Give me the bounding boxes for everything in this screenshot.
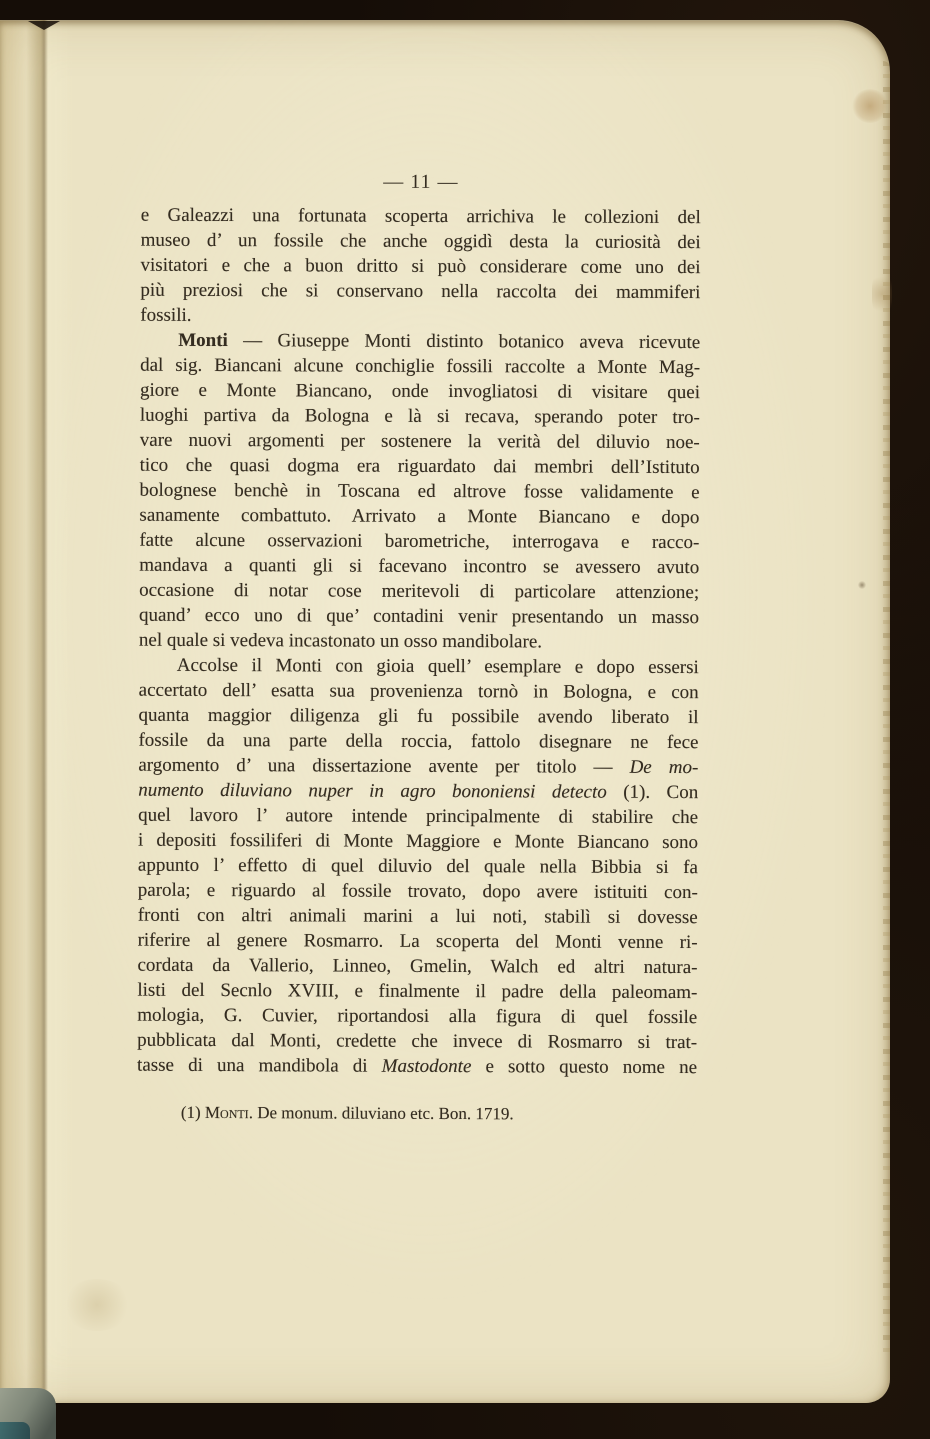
smallcaps-text: Monti — [204, 1102, 249, 1123]
text-segment: visitatori e che a buon dritto si può considerare come uno dei — [140, 254, 701, 279]
text-line — [139, 628, 699, 655]
text-segment: mologia, G. Cuvier, riportandosi alla figura di quel fossile — [137, 1004, 698, 1029]
text-segment: e Galeazzi una fortunata scoperta arrichiva le collezioni del — [140, 204, 701, 229]
italic-text: Mastodonte — [381, 1055, 472, 1078]
text-line — [139, 603, 699, 630]
text-segment: pubblicata dal Monti, credette che invece di Rosmarro si trat- — [137, 1029, 698, 1054]
text-line — [140, 353, 700, 380]
italic-text: numento diluviano nuper in agro bononiensi detecto — [138, 779, 607, 803]
body-text-block — [137, 203, 701, 1080]
text-segment: tasse di una mandibola di — [137, 1054, 382, 1077]
text-line — [137, 953, 697, 980]
text-line — [140, 328, 700, 355]
text-segment: parola; e riguardo al fossile trovato, dopo avere istituiti con- — [137, 879, 698, 904]
text-line — [137, 1053, 697, 1080]
text-line — [141, 228, 701, 255]
text-segment: vare nuovi argomenti per sostenere la verità del diluvio noe- — [139, 429, 700, 454]
text-segment: museo d’ un fossile che anche oggidì desta la curiosità dei — [140, 229, 701, 254]
text-segment: (1) — [180, 1102, 205, 1122]
text-line — [139, 703, 699, 730]
text-segment: riferire al genere Rosmarro. La scoperta del Monti venne ri- — [137, 929, 698, 954]
text-line — [138, 753, 698, 780]
text-line — [137, 978, 697, 1005]
footnote — [137, 1102, 697, 1126]
text-line — [140, 303, 700, 330]
text-line — [137, 1003, 697, 1030]
underlying-cover-corner — [0, 1422, 30, 1439]
bold-text: Monti — [178, 329, 228, 352]
text-segment: più preziosi che si conservano nella raccolta dei mammiferi — [140, 279, 701, 304]
text-line — [139, 503, 699, 530]
text-line — [140, 253, 700, 280]
text-line — [138, 803, 698, 830]
text-line — [140, 478, 700, 505]
text-segment: mandava a quanti gli si facevano incontro se avessero avuto — [139, 554, 700, 579]
text-line — [140, 278, 700, 305]
text-segment: listi del Secnlo XVIII, e finalmente il padre della paleomam- — [137, 979, 698, 1004]
text-segment: bolognese benchè in Toscana ed altrove fosse validamente e — [139, 479, 700, 504]
italic-text: De mo- — [629, 756, 699, 779]
text-line — [141, 203, 701, 230]
text-line — [138, 728, 698, 755]
text-line — [138, 778, 698, 805]
text-line — [140, 378, 700, 405]
text-segment: Accolse il Monti con gioia quell’ esemplare e dopo essersi — [176, 654, 699, 679]
text-line — [139, 528, 699, 555]
text-segment: appunto l’ effetto di quel diluvio del quale nella Bibbia si fa — [137, 854, 698, 879]
footnote-text — [181, 1102, 697, 1126]
text-line — [138, 928, 698, 955]
text-line — [139, 678, 699, 705]
text-segment: quand’ ecco uno di que’ contadini venir presentando un masso — [138, 604, 700, 629]
text-segment: accertato dell’ esatta sua provenienza tornò in Bologna, e con — [138, 679, 699, 704]
text-segment: fronti con altri animali marini a lui noti, stabilì si dovesse — [137, 904, 698, 929]
text-line — [137, 1028, 697, 1055]
text-line — [138, 878, 698, 905]
text-segment: occasione di notar cose meritevoli di particolare attenzione; — [139, 579, 700, 604]
text-segment: e sotto questo nome ne — [471, 1056, 698, 1079]
page-content — [0, 19, 894, 1405]
text-segment: dal sig. Biancani alcune conchiglie fossili raccolte a Monte Mag- — [140, 354, 701, 379]
text-segment: sanamente combattuto. Arrivato a Monte Biancano e dopo — [139, 504, 700, 529]
text-line — [140, 403, 700, 430]
text-segment: (1). Con — [606, 781, 699, 804]
text-line — [138, 903, 698, 930]
text-segment: quanta maggior diligenza gli fu possibile avendo liberato il — [138, 704, 699, 729]
text-segment: quel lavoro l’ autore intende principalmente di stabilire che — [138, 804, 699, 829]
text-segment: fossili. — [140, 304, 192, 326]
text-segment: . De monum. diluviano etc. Bon. 1719. — [248, 1103, 514, 1124]
text-segment: nel quale si vedeva incastonato un osso mandibolare. — [138, 629, 543, 653]
text-segment: cordata da Vallerio, Linneo, Gmelin, Walch ed altri natura- — [137, 954, 698, 979]
text-segment: luoghi partiva da Bologna e là si recava, sperando poter tro- — [139, 404, 700, 429]
text-segment: argomento d’ una dissertazione avente per titolo — — [138, 754, 630, 778]
text-line — [140, 428, 700, 455]
text-line — [139, 578, 699, 605]
text-line — [138, 853, 698, 880]
text-line — [139, 653, 699, 680]
text-line — [140, 453, 700, 480]
text-segment: — Giuseppe Monti distinto botanico aveva ricevute — [227, 330, 701, 354]
text-line — [139, 553, 699, 580]
text-line — [138, 828, 698, 855]
text-segment: giore e Monte Biancano, onde invogliatosi di visitare quei — [139, 379, 701, 404]
text-segment: fossile da una parte della roccia, fattolo disegnare ne fece — [138, 729, 699, 754]
text-segment: tico che quasi dogma era riguardato dai membri dell’Istituto — [139, 454, 700, 479]
text-segment: fatte alcune osservazioni barometriche, interrogava e racco- — [139, 529, 700, 554]
text-segment: i depositi fossiliferi di Monte Maggiore e Monte Biancano sono — [137, 829, 699, 854]
book-page — [0, 20, 890, 1403]
page-number-header: — 11 — — [383, 170, 459, 194]
